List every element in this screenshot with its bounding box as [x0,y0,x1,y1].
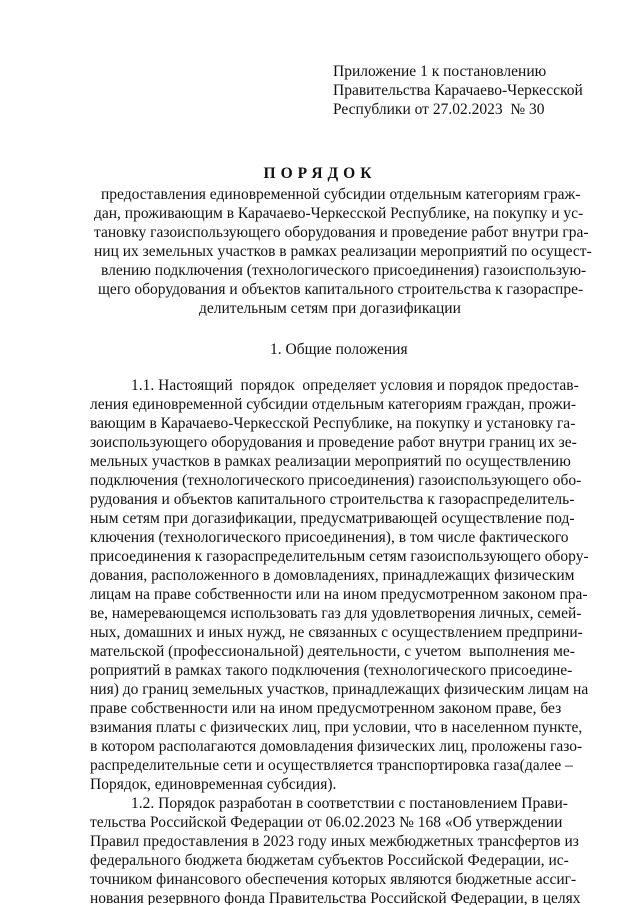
subtitle-line: тановку газоиспользующего оборудования и проведение работ внутри гра- [94,224,589,241]
paragraph-line: нования резервного фонда Правительства Российской Федерации, в целях [90,890,581,905]
header-line: Правительства Карачаево-Черкесской [333,82,583,99]
paragraph-line: мельных участков в рамках реализации мероприятий по осуществлению [90,453,571,470]
subtitle-line: делительным сетям при догазификации [199,300,461,317]
paragraph-line: ве, намеревающемся использовать газ для удовлетворения личных, семей- [90,605,582,622]
subtitle-line: предоставления единовременной субсидии отдельным категориям граж- [101,186,581,203]
subtitle-line: влению подключения (технологического присоединения) газоиспользую- [101,262,587,279]
paragraph-line: федерального бюджета бюджетам субъектов Российской Федерации, ис- [90,852,569,869]
paragraph-line: ления единовременной субсидии отдельным категориям граждан, прожи- [90,396,577,413]
paragraph-line: 1.2. Порядок разработан в соответствии с постановлением Прави- [131,795,568,812]
document-title: ПОРЯДОК [263,165,377,182]
subtitle-line: щего оборудования и объектов капитального строительства к газораспре- [98,281,584,298]
paragraph-line: взимания платы с физических лиц, при условии, что в населенном пункте, [90,719,583,736]
paragraph-line: 1.1. Настоящий порядок определяет условия и порядок предостав- [131,377,579,394]
paragraph-line: дования, расположенного в домовладениях, принадлежащих физическим [90,567,575,584]
paragraph-line: ным сетям при догазификации, предусматривающей осуществление под- [90,510,575,527]
paragraph-line: тельства Российской Федерации от 06.02.2023 № 168 «Об утверждении [90,814,563,831]
paragraph-line: ключения (технологического присоединения), в том числе фактического [90,529,569,546]
paragraph-line: Правил предоставления в 2023 году иных межбюджетных трансфертов из [90,833,579,850]
header-line: Республики от 27.02.2023 № 30 [333,101,545,118]
paragraph-line: точником финансового обеспечения которых являются бюджетные ассиг- [90,871,577,888]
paragraph-line: праве собственности или на ином предусмотренном законом праве, без [90,700,562,717]
paragraph-line: мательской (профессиональной) деятельности, с учетом выполнения ме- [90,643,575,660]
paragraph-line: ния) до границ земельных участков, принадлежащих физическим лицам на [90,681,589,698]
section-heading: 1. Общие положения [270,341,408,358]
subtitle-line: дан, проживающим в Карачаево-Черкесской Республике, на покупку и ус- [94,205,584,222]
header-line: Приложение 1 к постановлению [333,63,547,80]
subtitle-line: ниц их земельных участков в рамках реализации мероприятий по осущест- [94,243,592,260]
paragraph-line: ных, домашних и иных нужд, не связанных с осуществлением предприни- [90,624,583,641]
paragraph-line: лицам на праве собственности или на ином предусмотренном законом пра- [90,586,588,603]
paragraph-line: Порядок, единовременная субсидия). [90,776,337,793]
paragraph-line: распределительные сети и осуществляется транспортировка газа(далее – [90,757,573,774]
paragraph-line: присоединения к газораспределительным сетям газоиспользующего обору- [90,548,589,565]
paragraph-line: в котором располагаются домовладения физических лиц, проложены газо- [90,738,583,755]
paragraph-line: роприятий в рамках такого подключения (технологического присоедине- [90,662,573,679]
paragraph-line: подключения (технологического присоединения) газоиспользующего обо- [90,472,582,489]
paragraph-line: вающим в Карачаево-Черкесской Республике, на покупку и установку га- [90,415,576,432]
paragraph-line: рудования и объектов капитального строительства к газораспределитель- [90,491,575,508]
paragraph-line: зоиспользующего оборудования и проведение работ внутри границ их зе- [90,434,577,451]
